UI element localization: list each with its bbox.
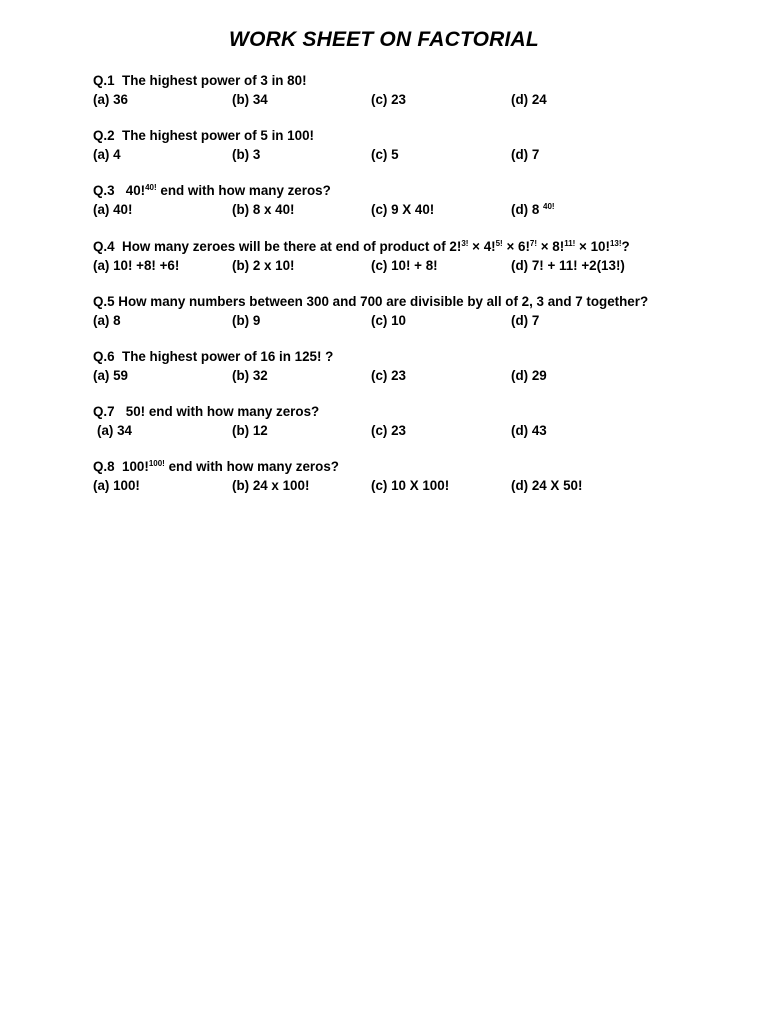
option-b: (b) 3 [232,147,261,162]
option-d: (d) 7! + 11! +2(13!) [511,258,625,273]
exponent: 11! [564,239,576,248]
question-6 [93,348,693,385]
option-d [511,201,555,219]
question-text: Q.7 50! end with how many zeros? [93,404,320,419]
exponent: 5! [495,239,503,248]
question-2 [93,127,693,164]
option-d: (d) 7 [511,147,540,162]
answer-options [93,477,693,495]
option-b: (b) 32 [232,368,268,383]
option-a: (a) 36 [93,92,128,107]
option-a: (a) 100! [93,478,140,493]
exponent: 7! [529,239,538,248]
option-d: (d) 29 [511,368,547,383]
option-d: (d) 24 X 50! [511,478,583,493]
option-c: (c) 9 X 40! [371,202,435,217]
answer-options [93,201,693,219]
option-b: (b) 9 [232,313,261,328]
option-a: (a) 4 [93,147,121,162]
question-text [93,238,693,257]
option-a: (a) 59 [93,368,128,383]
question-text-part: Q.8 100! [93,459,149,474]
question-text-part: Q.4 How many zeroes will be there at end of product of 2! [93,239,462,254]
question-7 [93,403,693,440]
answer-options [93,422,693,440]
answer-options [93,367,693,385]
option-b: (b) 34 [232,92,268,107]
option-c: (c) 10 [371,313,406,328]
option-b: (b) 12 [232,423,268,438]
question-text [93,458,693,477]
answer-options [93,312,693,330]
question-3 [93,182,693,219]
question-text [93,182,693,201]
option-c: (c) 5 [371,147,399,162]
question-text-part: Q.3 40! [93,183,146,198]
question-4 [93,238,693,275]
question-1 [93,72,693,109]
option-c: (c) 23 [371,92,406,107]
question-text: Q.2 The highest power of 5 in 100! [93,128,314,143]
question-text: Q.5 How many numbers between 300 and 700 are divisible by all of 2, 3 and 7 together? [93,294,649,309]
question-text: Q.6 The highest power of 16 in 125! ? [93,349,334,364]
option-c: (c) 10! + 8! [371,258,438,273]
question-text-part: × 6! [502,239,530,254]
answer-options [93,146,693,164]
option-a: (a) 34 [97,423,132,438]
exponent: 3! [461,239,469,248]
option-c: (c) 23 [371,423,406,438]
question-text-part: × 10! [575,239,610,254]
question-text-part: end with how many zeros? [156,183,331,198]
option-c: (c) 23 [371,368,406,383]
exponent: 100! [148,459,165,468]
question-text: Q.1 The highest power of 3 in 80! [93,73,307,88]
option-a: (a) 10! +8! +6! [93,258,180,273]
answer-options [93,91,693,109]
exponent: 40! [543,202,555,211]
question-8 [93,458,693,495]
option-d-base: (d) 8 [511,202,543,217]
exponent: 40! [145,183,157,192]
option-d: (d) 43 [511,423,547,438]
option-d: (d) 7 [511,313,540,328]
option-a: (a) 40! [93,202,133,217]
option-a: (a) 8 [93,313,121,328]
question-5 [93,293,693,330]
option-d: (d) 24 [511,92,547,107]
option-b: (b) 8 x 40! [232,202,295,217]
option-b: (b) 2 x 10! [232,258,295,273]
question-text-part: × 4! [468,239,496,254]
worksheet-title: WORK SHEET ON FACTORIAL [229,28,539,51]
exponent: 13! [609,239,622,248]
option-b: (b) 24 x 100! [232,478,310,493]
question-text-part: ? [621,239,630,254]
question-text-part: end with how many zeros? [164,459,339,474]
option-c: (c) 10 X 100! [371,478,450,493]
question-text-part: × 8! [537,239,565,254]
answer-options [93,257,693,275]
